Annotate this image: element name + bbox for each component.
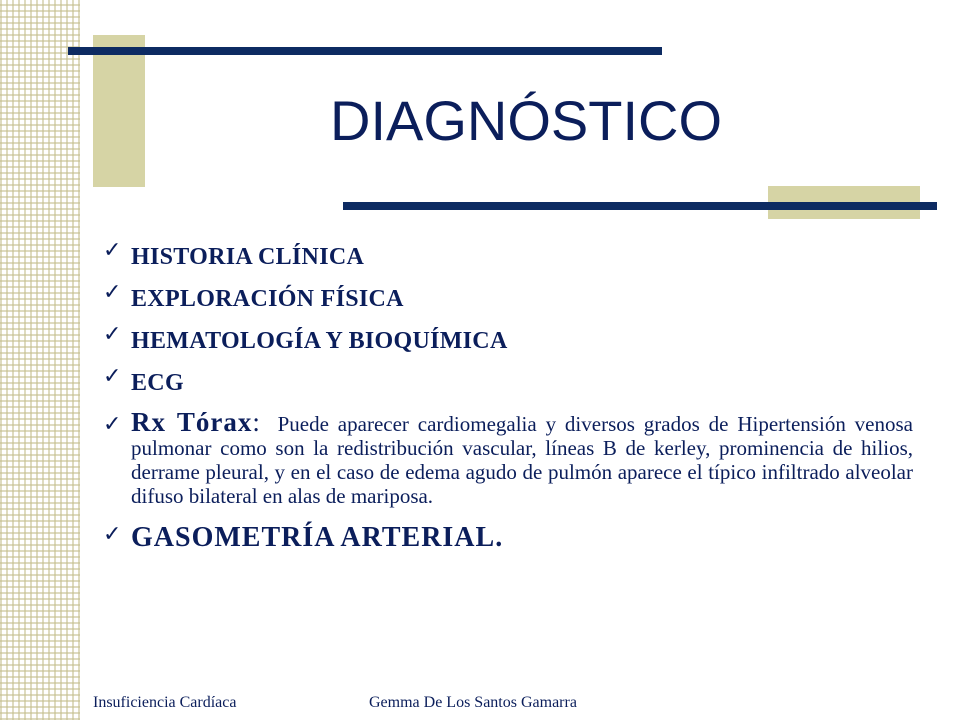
navy-top-line	[68, 47, 662, 55]
diagnosis-list	[103, 236, 913, 560]
checkmark-icon: ✓	[103, 322, 122, 347]
list-item	[103, 362, 913, 404]
rx-label: Rx Tórax	[131, 407, 253, 437]
checkmark-icon: ✓	[103, 364, 122, 389]
left-pattern-strip	[0, 0, 80, 720]
rx-description: Puede aparecer cardiomegalia y diversos grados de Hipertensión venosa pulmonar como son la redistribución vascular, líneas B de kerley, prominencia de hilios, derrame pleural, y en el caso de edema agudo de pulmón aparece el típico infiltrado alveolar difuso bilateral en alas de mariposa.	[131, 412, 913, 508]
rx-paragraph	[131, 407, 913, 508]
rx-colon: :	[252, 407, 260, 437]
olive-vertical-bar	[93, 35, 145, 187]
list-item-label: ECG	[131, 370, 184, 396]
checkmark-icon: ✓	[103, 412, 122, 437]
list-item-label: HISTORIA CLÍNICA	[131, 244, 365, 270]
navy-bottom-line	[343, 202, 937, 210]
list-item-rx	[103, 407, 913, 508]
footer-right-text: Gemma De Los Santos Gamarra	[369, 694, 577, 711]
slide-title: DIAGNÓSTICO	[330, 89, 723, 152]
checkmark-icon: ✓	[103, 280, 122, 305]
checkmark-icon: ✓	[103, 238, 122, 263]
list-item-label: HEMATOLOGÍA Y BIOQUÍMICA	[131, 328, 508, 354]
list-item-label: EXPLORACIÓN FÍSICA	[131, 286, 404, 312]
list-item-label: GASOMETRÍA ARTERIAL.	[131, 522, 504, 553]
list-item	[103, 278, 913, 320]
footer-left-text: Insuficiencia Cardíaca	[93, 694, 237, 711]
list-item	[103, 236, 913, 278]
list-item	[103, 516, 913, 560]
list-item	[103, 320, 913, 362]
checkmark-icon: ✓	[103, 522, 122, 547]
